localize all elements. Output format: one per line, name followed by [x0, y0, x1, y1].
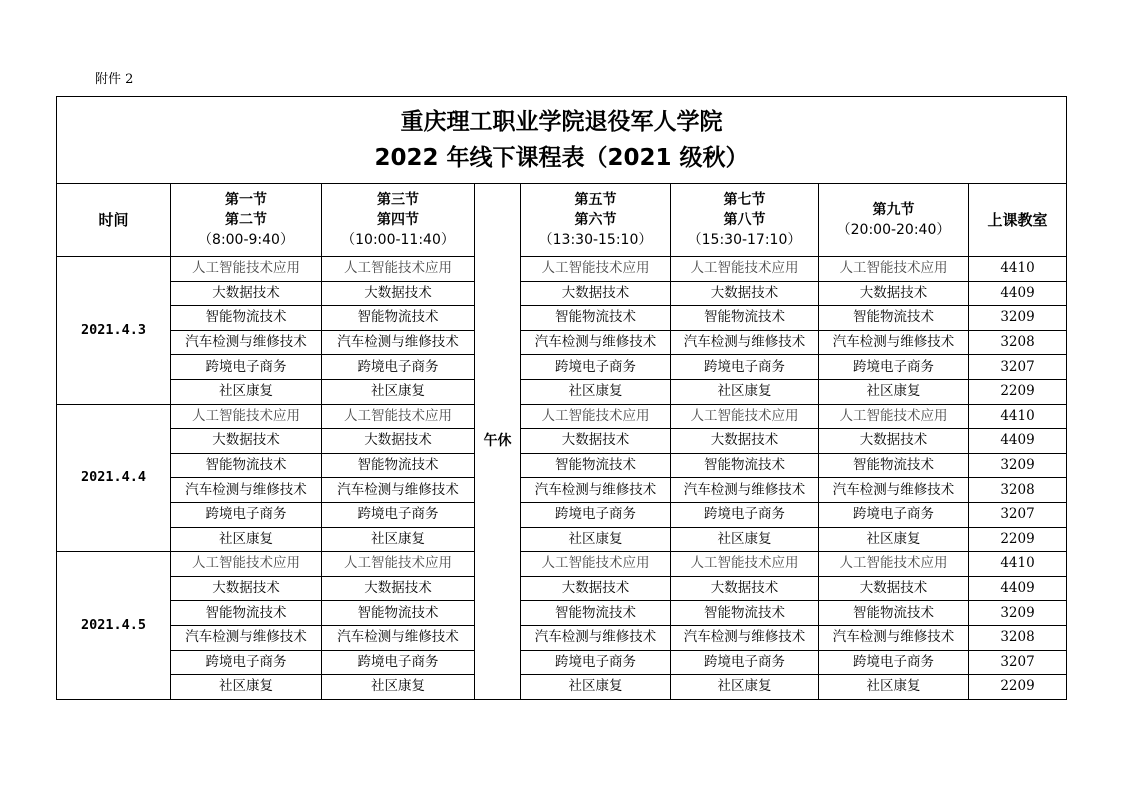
room-cell: 3209 [969, 601, 1067, 626]
course-cell: 智能物流技术 [171, 453, 322, 478]
course-cell: 社区康复 [819, 527, 969, 552]
course-cell: 智能物流技术 [521, 601, 671, 626]
course-cell: 汽车检测与维修技术 [819, 625, 969, 650]
course-cell: 汽车检测与维修技术 [819, 478, 969, 503]
course-cell: 跨境电子商务 [671, 650, 819, 675]
table-row [57, 404, 1067, 429]
room-cell: 2209 [969, 379, 1067, 404]
course-cell: 汽车检测与维修技术 [322, 330, 475, 355]
course-cell: 人工智能技术应用 [322, 552, 475, 577]
course-cell: 人工智能技术应用 [322, 257, 475, 282]
title-line-2: 2022 年线下课程表（2021 级秋） [374, 145, 749, 171]
course-cell: 汽车检测与维修技术 [521, 330, 671, 355]
course-cell: 汽车检测与维修技术 [322, 625, 475, 650]
table-row [57, 650, 1067, 675]
course-cell: 智能物流技术 [171, 601, 322, 626]
course-cell: 跨境电子商务 [819, 650, 969, 675]
course-cell: 大数据技术 [671, 281, 819, 306]
course-cell: 社区康复 [171, 379, 322, 404]
header-period-9: 第九节 （20:00-20:40） [819, 184, 969, 257]
course-cell: 社区康复 [671, 379, 819, 404]
course-cell: 人工智能技术应用 [322, 404, 475, 429]
table-row [57, 257, 1067, 282]
course-cell: 汽车检测与维修技术 [671, 478, 819, 503]
course-cell: 人工智能技术应用 [819, 257, 969, 282]
table-row [57, 625, 1067, 650]
course-cell: 社区康复 [322, 675, 475, 700]
course-cell: 大数据技术 [171, 429, 322, 454]
date-cell: 2021.4.3 [57, 257, 171, 405]
course-cell: 社区康复 [322, 379, 475, 404]
course-cell: 汽车检测与维修技术 [171, 478, 322, 503]
header-room: 上课教室 [969, 184, 1067, 257]
course-cell: 汽车检测与维修技术 [322, 478, 475, 503]
header-period-5-6: 第五节 第六节 （13:30-15:10） [521, 184, 671, 257]
course-cell: 人工智能技术应用 [671, 404, 819, 429]
course-cell: 汽车检测与维修技术 [171, 625, 322, 650]
room-cell: 4410 [969, 552, 1067, 577]
course-cell: 汽车检测与维修技术 [521, 478, 671, 503]
course-cell: 跨境电子商务 [322, 502, 475, 527]
course-cell: 跨境电子商务 [171, 502, 322, 527]
course-cell: 跨境电子商务 [671, 502, 819, 527]
course-cell: 大数据技术 [521, 576, 671, 601]
course-cell: 跨境电子商务 [171, 650, 322, 675]
course-cell: 汽车检测与维修技术 [671, 330, 819, 355]
course-cell: 大数据技术 [671, 576, 819, 601]
course-cell: 跨境电子商务 [322, 650, 475, 675]
table-row [57, 527, 1067, 552]
noon-break-cell [475, 184, 521, 700]
course-cell: 大数据技术 [671, 429, 819, 454]
course-cell: 智能物流技术 [322, 601, 475, 626]
course-cell: 大数据技术 [322, 576, 475, 601]
course-cell: 社区康复 [819, 675, 969, 700]
course-cell: 智能物流技术 [819, 306, 969, 331]
course-cell: 大数据技术 [521, 429, 671, 454]
course-cell: 汽车检测与维修技术 [171, 330, 322, 355]
course-cell: 智能物流技术 [322, 453, 475, 478]
course-cell: 人工智能技术应用 [819, 404, 969, 429]
course-cell: 智能物流技术 [671, 306, 819, 331]
room-cell: 4409 [969, 429, 1067, 454]
course-cell: 人工智能技术应用 [521, 404, 671, 429]
table-row [57, 675, 1067, 700]
table-row [57, 552, 1067, 577]
course-cell: 社区康复 [171, 527, 322, 552]
course-cell: 汽车检测与维修技术 [671, 625, 819, 650]
course-cell: 社区康复 [819, 379, 969, 404]
header-period-1-2: 第一节 第二节 （8:00-9:40） [171, 184, 322, 257]
course-cell: 跨境电子商务 [521, 502, 671, 527]
header-row [57, 184, 1067, 257]
course-cell: 社区康复 [521, 527, 671, 552]
course-cell: 社区康复 [521, 675, 671, 700]
room-cell: 3208 [969, 625, 1067, 650]
course-cell: 社区康复 [521, 379, 671, 404]
room-cell: 2209 [969, 675, 1067, 700]
room-cell: 2209 [969, 527, 1067, 552]
course-cell: 大数据技术 [322, 429, 475, 454]
course-cell: 汽车检测与维修技术 [521, 625, 671, 650]
table-row [57, 355, 1067, 380]
room-cell: 4410 [969, 257, 1067, 282]
room-cell: 4410 [969, 404, 1067, 429]
date-cell: 2021.4.5 [57, 552, 171, 700]
table-row [57, 601, 1067, 626]
course-cell: 人工智能技术应用 [671, 257, 819, 282]
course-cell: 智能物流技术 [521, 306, 671, 331]
course-cell: 跨境电子商务 [671, 355, 819, 380]
course-cell: 跨境电子商务 [171, 355, 322, 380]
table-title [57, 97, 1067, 184]
course-cell: 人工智能技术应用 [521, 257, 671, 282]
room-cell: 3207 [969, 355, 1067, 380]
table-row [57, 379, 1067, 404]
course-cell: 社区康复 [671, 527, 819, 552]
course-cell: 跨境电子商务 [819, 355, 969, 380]
room-cell: 4409 [969, 281, 1067, 306]
table-row [57, 281, 1067, 306]
course-cell: 人工智能技术应用 [171, 404, 322, 429]
course-cell: 人工智能技术应用 [671, 552, 819, 577]
header-time: 时间 [57, 184, 171, 257]
table-row [57, 429, 1067, 454]
course-cell: 跨境电子商务 [322, 355, 475, 380]
course-cell: 大数据技术 [171, 576, 322, 601]
schedule-table [56, 96, 1067, 700]
course-cell: 跨境电子商务 [521, 355, 671, 380]
table-row [57, 576, 1067, 601]
room-cell: 4409 [969, 576, 1067, 601]
table-row [57, 330, 1067, 355]
course-cell: 大数据技术 [322, 281, 475, 306]
course-cell: 智能物流技术 [819, 453, 969, 478]
course-cell: 智能物流技术 [671, 601, 819, 626]
course-cell: 智能物流技术 [322, 306, 475, 331]
course-cell: 大数据技术 [819, 429, 969, 454]
room-cell: 3207 [969, 502, 1067, 527]
course-cell: 智能物流技术 [671, 453, 819, 478]
header-period-7-8: 第七节 第八节 （15:30-17:10） [671, 184, 819, 257]
course-cell: 人工智能技术应用 [819, 552, 969, 577]
course-cell: 社区康复 [322, 527, 475, 552]
course-cell: 智能物流技术 [521, 453, 671, 478]
course-cell: 人工智能技术应用 [521, 552, 671, 577]
noon-break-label: 午休 [483, 433, 512, 450]
course-cell: 大数据技术 [819, 281, 969, 306]
room-cell: 3209 [969, 306, 1067, 331]
course-cell: 智能物流技术 [171, 306, 322, 331]
course-cell: 社区康复 [171, 675, 322, 700]
header-period-3-4: 第三节 第四节 （10:00-11:40） [322, 184, 475, 257]
course-cell: 跨境电子商务 [521, 650, 671, 675]
date-cell: 2021.4.4 [57, 404, 171, 552]
course-cell: 跨境电子商务 [819, 502, 969, 527]
room-cell: 3208 [969, 330, 1067, 355]
table-row [57, 502, 1067, 527]
course-cell: 大数据技术 [521, 281, 671, 306]
room-cell: 3207 [969, 650, 1067, 675]
course-cell: 人工智能技术应用 [171, 552, 322, 577]
room-cell: 3208 [969, 478, 1067, 503]
room-cell: 3209 [969, 453, 1067, 478]
course-cell: 汽车检测与维修技术 [819, 330, 969, 355]
table-row [57, 306, 1067, 331]
course-cell: 社区康复 [671, 675, 819, 700]
course-cell: 智能物流技术 [819, 601, 969, 626]
course-cell: 大数据技术 [819, 576, 969, 601]
course-cell: 大数据技术 [171, 281, 322, 306]
table-row [57, 453, 1067, 478]
course-cell: 人工智能技术应用 [171, 257, 322, 282]
table-row [57, 478, 1067, 503]
attachment-label: 附件 2 [95, 72, 134, 87]
title-line-1: 重庆理工职业学院退役军人学院 [400, 109, 723, 135]
